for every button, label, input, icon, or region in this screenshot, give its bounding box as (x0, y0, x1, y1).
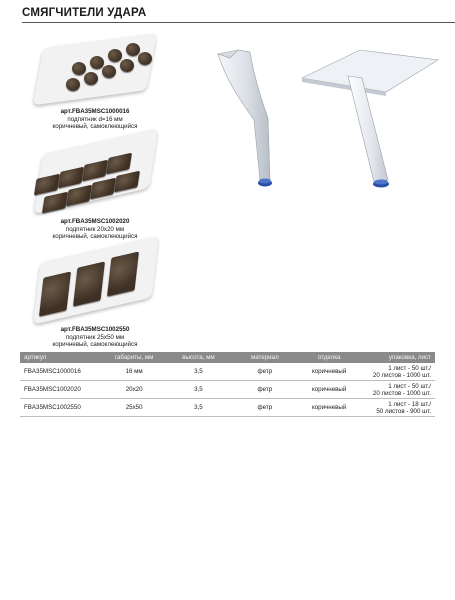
column-header-finish: отделка (298, 352, 360, 363)
product-article: арт.FBA35MSC1002550 (60, 326, 130, 333)
cell-packaging (360, 399, 435, 417)
felt-pad (72, 62, 86, 75)
felt-pad (102, 65, 116, 78)
column-header-height: высота, мм (165, 352, 231, 363)
cell-finish: коричневый (298, 399, 360, 417)
packaging-line: 1 лист - 18 шт./ (388, 400, 431, 408)
furniture-legs-illustration (210, 40, 450, 210)
column-header-size: габариты, мм (103, 352, 165, 363)
cell-height: 3,5 (165, 363, 231, 381)
cell-finish: коричневый (298, 363, 360, 381)
cell-material: фетр (232, 399, 298, 417)
felt-pad (138, 52, 152, 65)
packaging-line: 50 листов - 900 шт. (376, 407, 431, 415)
column-header-material: материал (232, 352, 298, 363)
product-article: арт.FBA35MSC1000016 (60, 108, 130, 115)
pad-sheet (33, 33, 157, 106)
felt-pad (90, 56, 104, 69)
cell-article: FBA35MSC1002020 (20, 381, 103, 399)
product-description: коричневый, самоклеющийся (52, 341, 138, 349)
product-description: коричневый, самоклеющийся (52, 233, 138, 241)
cell-height: 3,5 (165, 399, 231, 417)
cell-size: 20х20 (103, 381, 165, 399)
packaging-line: 1 лист - 50 шт./ (388, 382, 431, 390)
felt-pad (66, 78, 80, 91)
packaging-line: 20 листов - 1000 шт. (372, 389, 431, 397)
product-article: арт.FBA35MSC1002020 (60, 218, 130, 225)
cell-size: 25х50 (103, 399, 165, 417)
product-card (20, 34, 170, 131)
packaging-line: 20 листов - 1000 шт. (372, 371, 431, 379)
felt-pad (126, 43, 140, 56)
table-header-row (20, 352, 435, 363)
table-row (20, 399, 435, 417)
cell-size: 16 мм (103, 363, 165, 381)
table-leg-left (218, 50, 272, 187)
product-card (20, 136, 170, 241)
page-title: СМЯГЧИТЕЛИ УДАРА (22, 7, 147, 19)
cell-material: фетр (232, 363, 298, 381)
cell-finish: коричневый (298, 381, 360, 399)
spec-table (20, 352, 435, 417)
product-description: подпятник 20х20 мм (65, 225, 125, 233)
column-header-article: артикул (20, 352, 103, 363)
product-caption (20, 326, 170, 349)
product-description: подпятник d=16 мм (67, 115, 123, 123)
table-leg-right (302, 50, 438, 188)
product-image-square-pads (20, 136, 170, 212)
cell-height: 3,5 (165, 381, 231, 399)
product-image-rect-pads (20, 246, 170, 318)
felt-pad (120, 59, 134, 72)
felt-pad (108, 49, 122, 62)
felt-pad (84, 72, 98, 85)
product-description: подпятник 25х50 мм (65, 333, 125, 341)
product-card (20, 246, 170, 349)
cell-packaging (360, 381, 435, 399)
table-row (20, 363, 435, 381)
product-image-round-pads (20, 34, 170, 104)
cell-article: FBA35MSC1000016 (20, 363, 103, 381)
cell-packaging (360, 363, 435, 381)
title-divider (22, 22, 455, 23)
table-row (20, 381, 435, 399)
product-caption (20, 108, 170, 131)
product-description: коричневый, самоклеющийся (52, 123, 138, 131)
cell-material: фетр (232, 381, 298, 399)
column-header-packaging: упаковка, лист (360, 352, 435, 363)
packaging-line: 1 лист - 50 шт./ (388, 364, 431, 372)
cell-article: FBA35MSC1002550 (20, 399, 103, 417)
